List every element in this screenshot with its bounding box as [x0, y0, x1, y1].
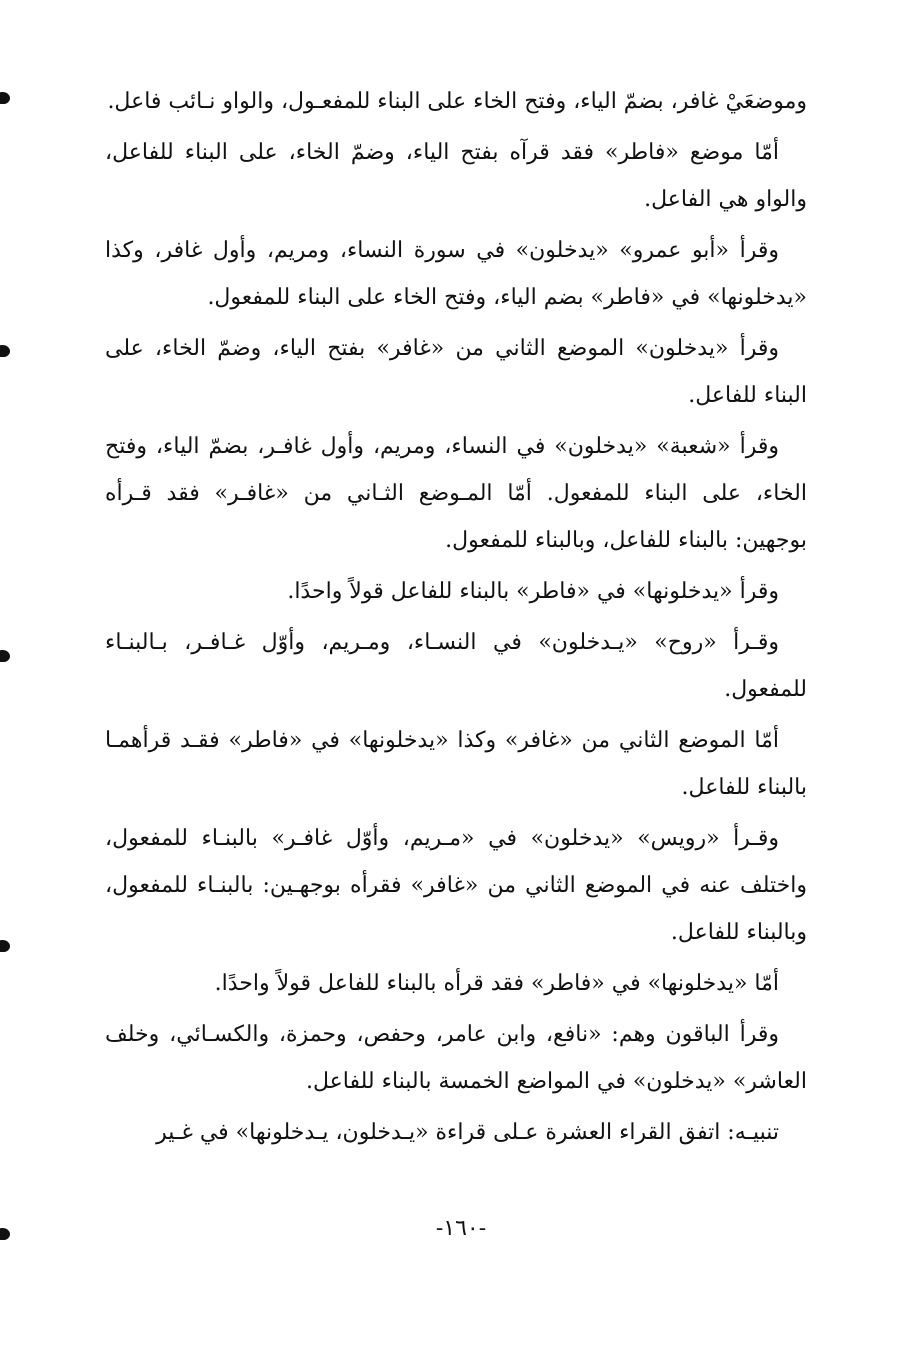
- paragraph: أمّا موضع «فاطر» فقد قرآه بفتح الياء، وضمّ الخاء، على البناء للفاعل، والواو هي الفاعل.: [105, 140, 807, 212]
- paragraph: أمّا «يدخلونها» في «فاطر» فقد قرأه بالبناء للفاعل قولاً واحدًا.: [214, 971, 779, 996]
- binding-mark: [0, 650, 10, 662]
- paragraph: وقرأ «شعبة» «يدخلون» في النساء، ومريم، وأول غافـر، بضمّ الياء، وفتح الخاء، على البناء للمفعول. أمّا المـوضع الثـاني من «غافـر» فقد قـرأه بوجهين: بالبناء للفاعل، وبالبناء للمفعول.: [105, 434, 807, 553]
- binding-mark: [0, 92, 10, 104]
- paragraph: وقـرأ «رويس» «يدخلون» في «مـريم، وأوّل غافـر» بالبنـاء للمفعول، واختلف عنه في الموضع الثاني من «غافر» فقرأه بوجهـين: بالبنـاء للمفعول، وبالبناء للفاعل.: [105, 826, 807, 945]
- paragraph: وقـرأ «روح» «يـدخلون» في النسـاء، ومـريم، وأوّل غـافـر، بـالبنـاء للمفعول.: [105, 630, 807, 702]
- paragraph: أمّا الموضع الثاني من «غافر» وكذا «يدخلونها» في «فاطر» فقـد قرأهمـا بالبناء للفاعل.: [105, 728, 807, 800]
- page-body-text: [105, 78, 807, 1160]
- paragraph: تنبيـه: اتفق القراء العشرة عـلى قراءة «يـدخلون، يـدخلونها» في غـير: [156, 1120, 779, 1145]
- paragraph: وقرأ الباقون وهم: «نافع، وابن عامر، وحفص، وحمزة، والكسـائي، وخلف العاشر» «يدخلون» في المواضع الخمسة بالبناء للفاعل.: [105, 1022, 807, 1094]
- binding-mark: [0, 345, 10, 357]
- paragraph: وقرأ «يدخلون» الموضع الثاني من «غافر» بفتح الياء، وضمّ الخاء، على البناء للفاعل.: [105, 336, 807, 408]
- paragraph: وقرأ «أبو عمرو» «يدخلون» في سورة النساء، ومريم، وأول غافر، وكذا «يدخلونها» في «فاطر» بضم الياء، وفتح الخاء على البناء للمفعول.: [105, 238, 807, 310]
- binding-mark: [0, 940, 10, 952]
- paragraph: وموضعَيْ غافر، بضمّ الياء، وفتح الخاء على البناء للمفعـول، والواو نـائب فاعل.: [107, 89, 807, 114]
- page-number: -١٦٠-: [435, 1216, 487, 1241]
- paragraph: وقرأ «يدخلونها» في «فاطر» بالبناء للفاعل قولاً واحدًا.: [287, 579, 779, 604]
